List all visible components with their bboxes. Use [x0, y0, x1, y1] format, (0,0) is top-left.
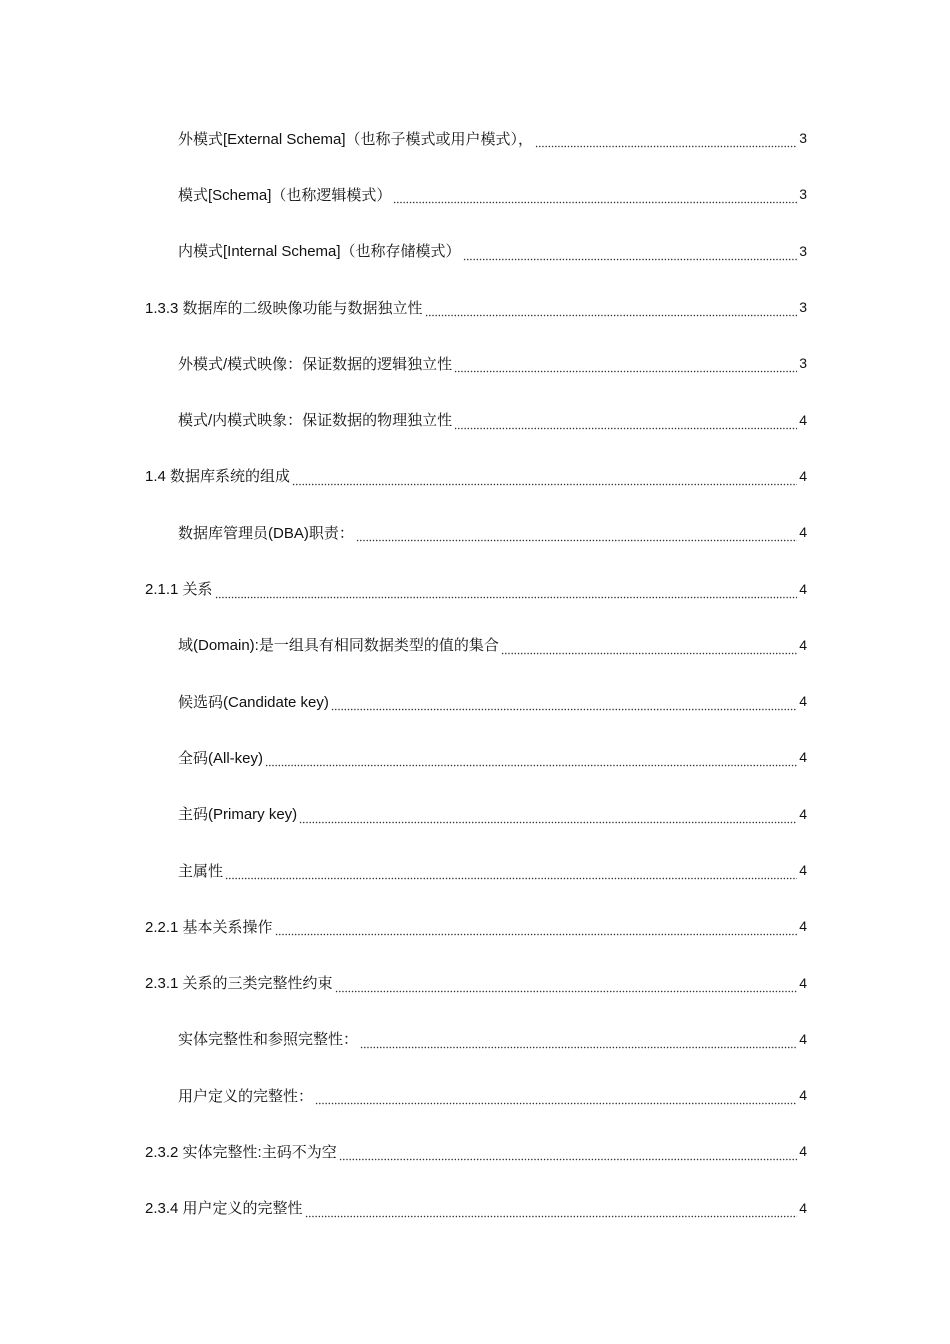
- dot-leader: [275, 921, 798, 937]
- dot-leader: [501, 640, 797, 656]
- dot-leader: [299, 809, 797, 825]
- toc-entry-label: 域(Domain):是一组具有相同数据类型的值的集合: [178, 634, 501, 655]
- dot-leader: [335, 978, 798, 994]
- table-of-contents: [0, 110, 950, 1236]
- toc-entry-page-number: 4: [799, 636, 807, 653]
- toc-entry-external-mapping[interactable]: [0, 335, 807, 391]
- toc-entry-page-number: 3: [799, 299, 807, 316]
- toc-entry-label: 2.3.2 实体完整性:主码不为空: [145, 1141, 339, 1162]
- dot-leader: [225, 865, 797, 881]
- toc-entry-page-number: 4: [799, 918, 807, 935]
- toc-entry-dba[interactable]: [0, 504, 807, 560]
- toc-entry-schema[interactable]: [0, 166, 807, 222]
- toc-entry-internal-schema[interactable]: [0, 223, 807, 279]
- toc-entry-page-number: 4: [799, 1143, 807, 1160]
- dot-leader: [292, 471, 797, 487]
- toc-entry-page-number: 3: [799, 186, 807, 203]
- toc-entry-label: 1.3.3 数据库的二级映像功能与数据独立性: [145, 297, 425, 318]
- toc-entry-page-number: 4: [799, 1087, 807, 1104]
- toc-entry-page-number: 4: [799, 1030, 807, 1047]
- toc-entry-external-schema[interactable]: [0, 110, 807, 166]
- toc-entry-prime-attribute[interactable]: [0, 842, 807, 898]
- toc-entry-2-3-1[interactable]: [0, 954, 807, 1010]
- toc-entry-page-number: 4: [799, 862, 807, 878]
- toc-entry-2-3-2[interactable]: [0, 1123, 807, 1179]
- toc-entry-2-1-1[interactable]: [0, 560, 807, 616]
- toc-entry-page-number: 3: [799, 242, 807, 259]
- toc-entry-label: 用户定义的完整性：: [178, 1085, 315, 1106]
- toc-entry-label: 数据库管理员(DBA)职责：: [178, 522, 356, 543]
- toc-entry-page-number: 4: [799, 749, 807, 766]
- dot-leader: [454, 415, 797, 431]
- toc-entry-label: 主码(Primary key): [178, 803, 299, 824]
- toc-entry-label: 2.1.1 关系: [145, 578, 215, 599]
- toc-entry-label: 主属性: [178, 860, 225, 881]
- dot-leader: [331, 696, 797, 712]
- toc-entry-primary-key[interactable]: [0, 786, 807, 842]
- toc-entry-user-defined-integrity[interactable]: [0, 1067, 807, 1123]
- dot-leader: [265, 752, 797, 768]
- dot-leader: [425, 302, 798, 318]
- toc-entry-label: 外模式[External Schema]（也称子模式或用户模式），: [178, 128, 535, 149]
- toc-entry-1-4[interactable]: [0, 448, 807, 504]
- toc-entry-all-key[interactable]: [0, 729, 807, 785]
- toc-entry-label: 外模式/模式映像：保证数据的逻辑独立性: [178, 353, 454, 374]
- toc-entry-label: 模式/内模式映象：保证数据的物理独立性: [178, 409, 454, 430]
- dot-leader: [339, 1146, 798, 1162]
- toc-entry-page-number: 4: [799, 974, 807, 991]
- toc-entry-label: 2.3.1 关系的三类完整性约束: [145, 972, 335, 993]
- dot-leader: [315, 1090, 797, 1106]
- toc-entry-label: 模式[Schema]（也称逻辑模式）: [178, 184, 393, 205]
- toc-entry-label: 内模式[Internal Schema]（也称存储模式）: [178, 240, 463, 261]
- dot-leader: [463, 246, 798, 262]
- dot-leader: [360, 1034, 797, 1050]
- toc-entry-internal-mapping[interactable]: [0, 391, 807, 447]
- toc-entry-label: 全码(All-key): [178, 747, 265, 768]
- toc-entry-page-number: 3: [799, 355, 807, 372]
- toc-entry-page-number: 4: [799, 467, 807, 484]
- dot-leader: [305, 1203, 798, 1219]
- toc-entry-label: 2.3.4 用户定义的完整性: [145, 1197, 305, 1218]
- toc-entry-page-number: 3: [799, 130, 807, 147]
- toc-entry-page-number: 4: [799, 1199, 807, 1216]
- dot-leader: [215, 584, 798, 600]
- toc-entry-domain[interactable]: [0, 617, 807, 673]
- dot-leader: [356, 527, 797, 543]
- toc-entry-page-number: 4: [799, 411, 807, 428]
- toc-entry-page-number: 4: [799, 580, 807, 597]
- toc-entry-label: 候选码(Candidate key): [178, 691, 331, 712]
- toc-entry-label: 1.4 数据库系统的组成: [145, 465, 292, 486]
- toc-entry-1-3-3[interactable]: [0, 279, 807, 335]
- toc-entry-page-number: 4: [799, 693, 807, 710]
- toc-entry-label: 2.2.1 基本关系操作: [145, 916, 275, 937]
- dot-leader: [454, 358, 797, 374]
- toc-entry-label: 实体完整性和参照完整性：: [178, 1028, 360, 1049]
- toc-entry-entity-referential-integrity[interactable]: [0, 1011, 807, 1067]
- toc-entry-page-number: 4: [799, 805, 807, 822]
- toc-entry-page-number: 4: [799, 524, 807, 541]
- toc-entry-2-3-4[interactable]: [0, 1180, 807, 1236]
- toc-entry-candidate-key[interactable]: [0, 673, 807, 729]
- dot-leader: [535, 133, 797, 149]
- dot-leader: [393, 189, 797, 205]
- toc-entry-2-2-1[interactable]: [0, 898, 807, 954]
